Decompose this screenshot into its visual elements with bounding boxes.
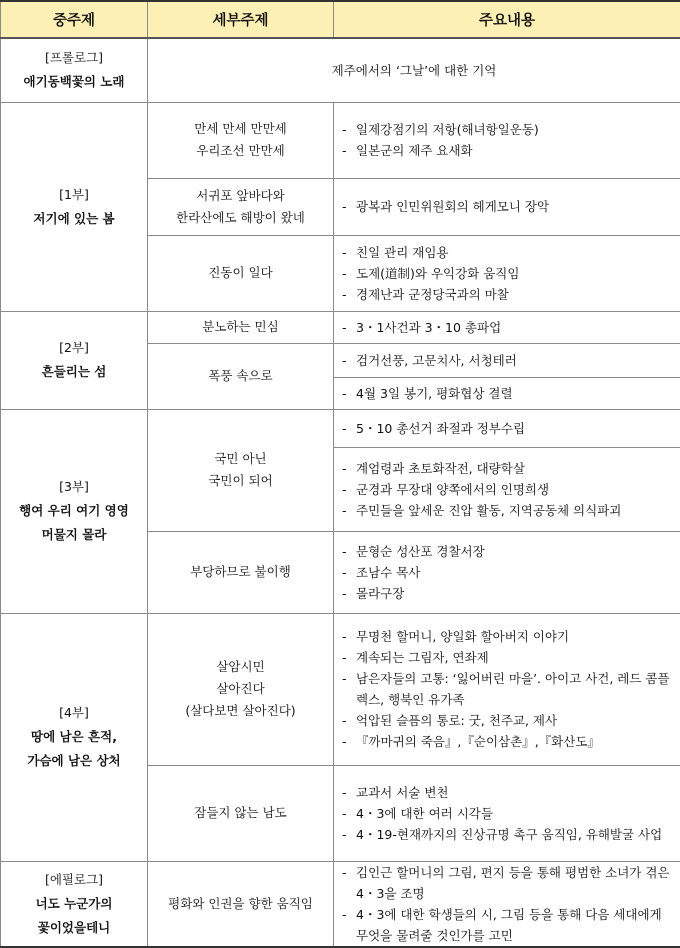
major-name: 애기동백꽃의 노래 [7,70,141,94]
content-item: - 4・3에 대한 학생들의 시, 그림 등을 통해 다음 세대에게 무엇을 물려줄 것인가를 고민 [340,904,674,946]
row-part4-sub1 [1,613,680,765]
major-name-line: 행여 우리 여기 영영 [7,499,141,523]
content-cell [334,311,680,343]
major-topic-epilogue [1,861,148,947]
major-name-line: 땅에 남은 흔적, [7,725,141,749]
header-main-content: 주요내용 [334,1,680,38]
sub-topic [148,178,334,235]
content-item: - 4・19-현재까지의 진상규명 촉구 움직임, 유해발굴 사업 [340,824,674,845]
content-cell [334,377,680,409]
row-part1-sub1 [1,102,680,178]
sub-topic-line: 국민 아닌 [154,448,327,470]
sub-topic [148,102,334,178]
major-tag: [에필로그] [7,868,141,892]
sub-topic-line: 진동이 일다 [154,262,327,284]
major-topic-part2 [1,311,148,409]
major-name: 흔들리는 섬 [7,360,141,384]
content-item: - 4・3에 대한 여러 시각들 [340,803,674,824]
sub-topic [148,235,334,311]
sub-topic-line: 분노하는 민심 [154,316,327,338]
major-name: 저기에 있는 봄 [7,207,141,231]
content-item: - 문형순 성산포 경찰서장 [340,541,674,562]
major-tag: [1부] [7,183,141,207]
sub-topic-line: (살다보면 살아진다) [154,700,327,722]
content-item: - 주민들을 앞세운 진압 활동, 지역공동체 의식파괴 [340,500,674,521]
major-name-line: 머물지 몰라 [7,523,141,547]
content-item: - 검거선풍, 고문치사, 서청테러 [340,350,674,371]
content-cell [334,613,680,765]
major-name-line: 가슴에 남은 상처 [7,749,141,773]
sub-topic-line: 우리조선 만만세 [154,140,327,162]
content-cell [334,861,680,947]
major-tag: [3부] [7,475,141,499]
content-item: - 군경과 무장대 양쪽에서의 인명희생 [340,479,674,500]
sub-topic-line: 부당하므로 불이행 [154,561,327,583]
major-topic-part1 [1,102,148,311]
content-item: - 『까마귀의 죽음』,『순이삼촌』,『화산도』 [340,731,674,752]
sub-topic-line: 잠들지 않는 남도 [154,802,327,824]
sub-topic-line: 한라산에도 해방이 왔네 [154,207,327,229]
content-item: - 도제(道制)와 우익강화 움직임 [340,263,674,284]
major-topic-part3 [1,409,148,613]
content-item: - 남은자들의 고통: ‘잃어버린 마을’. 아이고 사건, 레드 콤플렉스, 행북인 유가족 [340,668,674,710]
sub-topic [148,409,334,531]
major-topic-part4 [1,613,148,861]
content-item: - 5・10 총선거 좌절과 정부수립 [340,418,674,439]
sub-topic-line: 살암시민 [154,656,327,678]
content-item: - 계엄령과 초토화작전, 대량학살 [340,458,674,479]
content-cell [334,235,680,311]
row-prologue [1,38,680,102]
header-major-topic: 중주제 [1,1,148,38]
sub-topic-line: 만세 만세 만만세 [154,118,327,140]
major-name-line: 꽃이었을테니 [7,916,141,940]
content-item: - 일본군의 제주 요새화 [340,140,674,161]
content-item: - 친일 관리 재임용 [340,242,674,263]
sub-topic [148,311,334,343]
content-cell [334,765,680,861]
content-item: - 3・1사건과 3・10 총파업 [340,317,674,338]
content-item: - 조남수 목사 [340,562,674,583]
major-tag: [4부] [7,701,141,725]
content-cell [334,531,680,613]
sub-topic-line: 국민이 되어 [154,470,327,492]
sub-topic [148,765,334,861]
major-tag: [프롤로그] [7,46,141,70]
content-item: - 몰라구장 [340,583,674,604]
sub-topic-line: 살아진다 [154,678,327,700]
prologue-content: 제주에서의 ‘그날’에 대한 기억 [148,38,680,102]
content-item: - 계속되는 그림자, 연좌제 [340,647,674,668]
header-sub-topic: 세부주제 [148,1,334,38]
content-item: - 무명천 할머니, 양일화 할아버지 이야기 [340,626,674,647]
content-cell [334,102,680,178]
sub-topic [148,531,334,613]
sub-topic: 평화와 인권을 향한 움직임 [148,861,334,947]
row-epilogue [1,861,680,947]
sub-topic-line: 폭풍 속으로 [154,365,327,387]
content-item: - 교과서 서술 변천 [340,782,674,803]
content-item: - 경제난과 군정당국과의 마찰 [340,284,674,305]
row-part3-sub1a [1,409,680,447]
major-topic-prologue [1,38,148,102]
content-cell [334,447,680,531]
sub-topic-line: 서귀포 앞바다와 [154,185,327,207]
row-part2-sub1 [1,311,680,343]
content-item: - 일제강점기의 저항(해녀항일운동) [340,119,674,140]
content-cell [334,343,680,377]
sub-topic [148,343,334,409]
content-cell [334,409,680,447]
content-item: - 광복과 인민위원회의 헤게모니 장악 [340,196,674,217]
major-tag: [2부] [7,336,141,360]
content-cell [334,178,680,235]
content-item: - 억압된 슬픔의 통로: 굿, 천주교, 제사 [340,710,674,731]
content-item: - 김인근 할머니의 그림, 편지 등을 통해 평범한 소녀가 겪은 4・3을 조명 [340,862,674,904]
major-name-line: 너도 누군가의 [7,892,141,916]
sub-topic [148,613,334,765]
content-item: - 4월 3일 봉기, 평화협상 결렬 [340,383,674,404]
